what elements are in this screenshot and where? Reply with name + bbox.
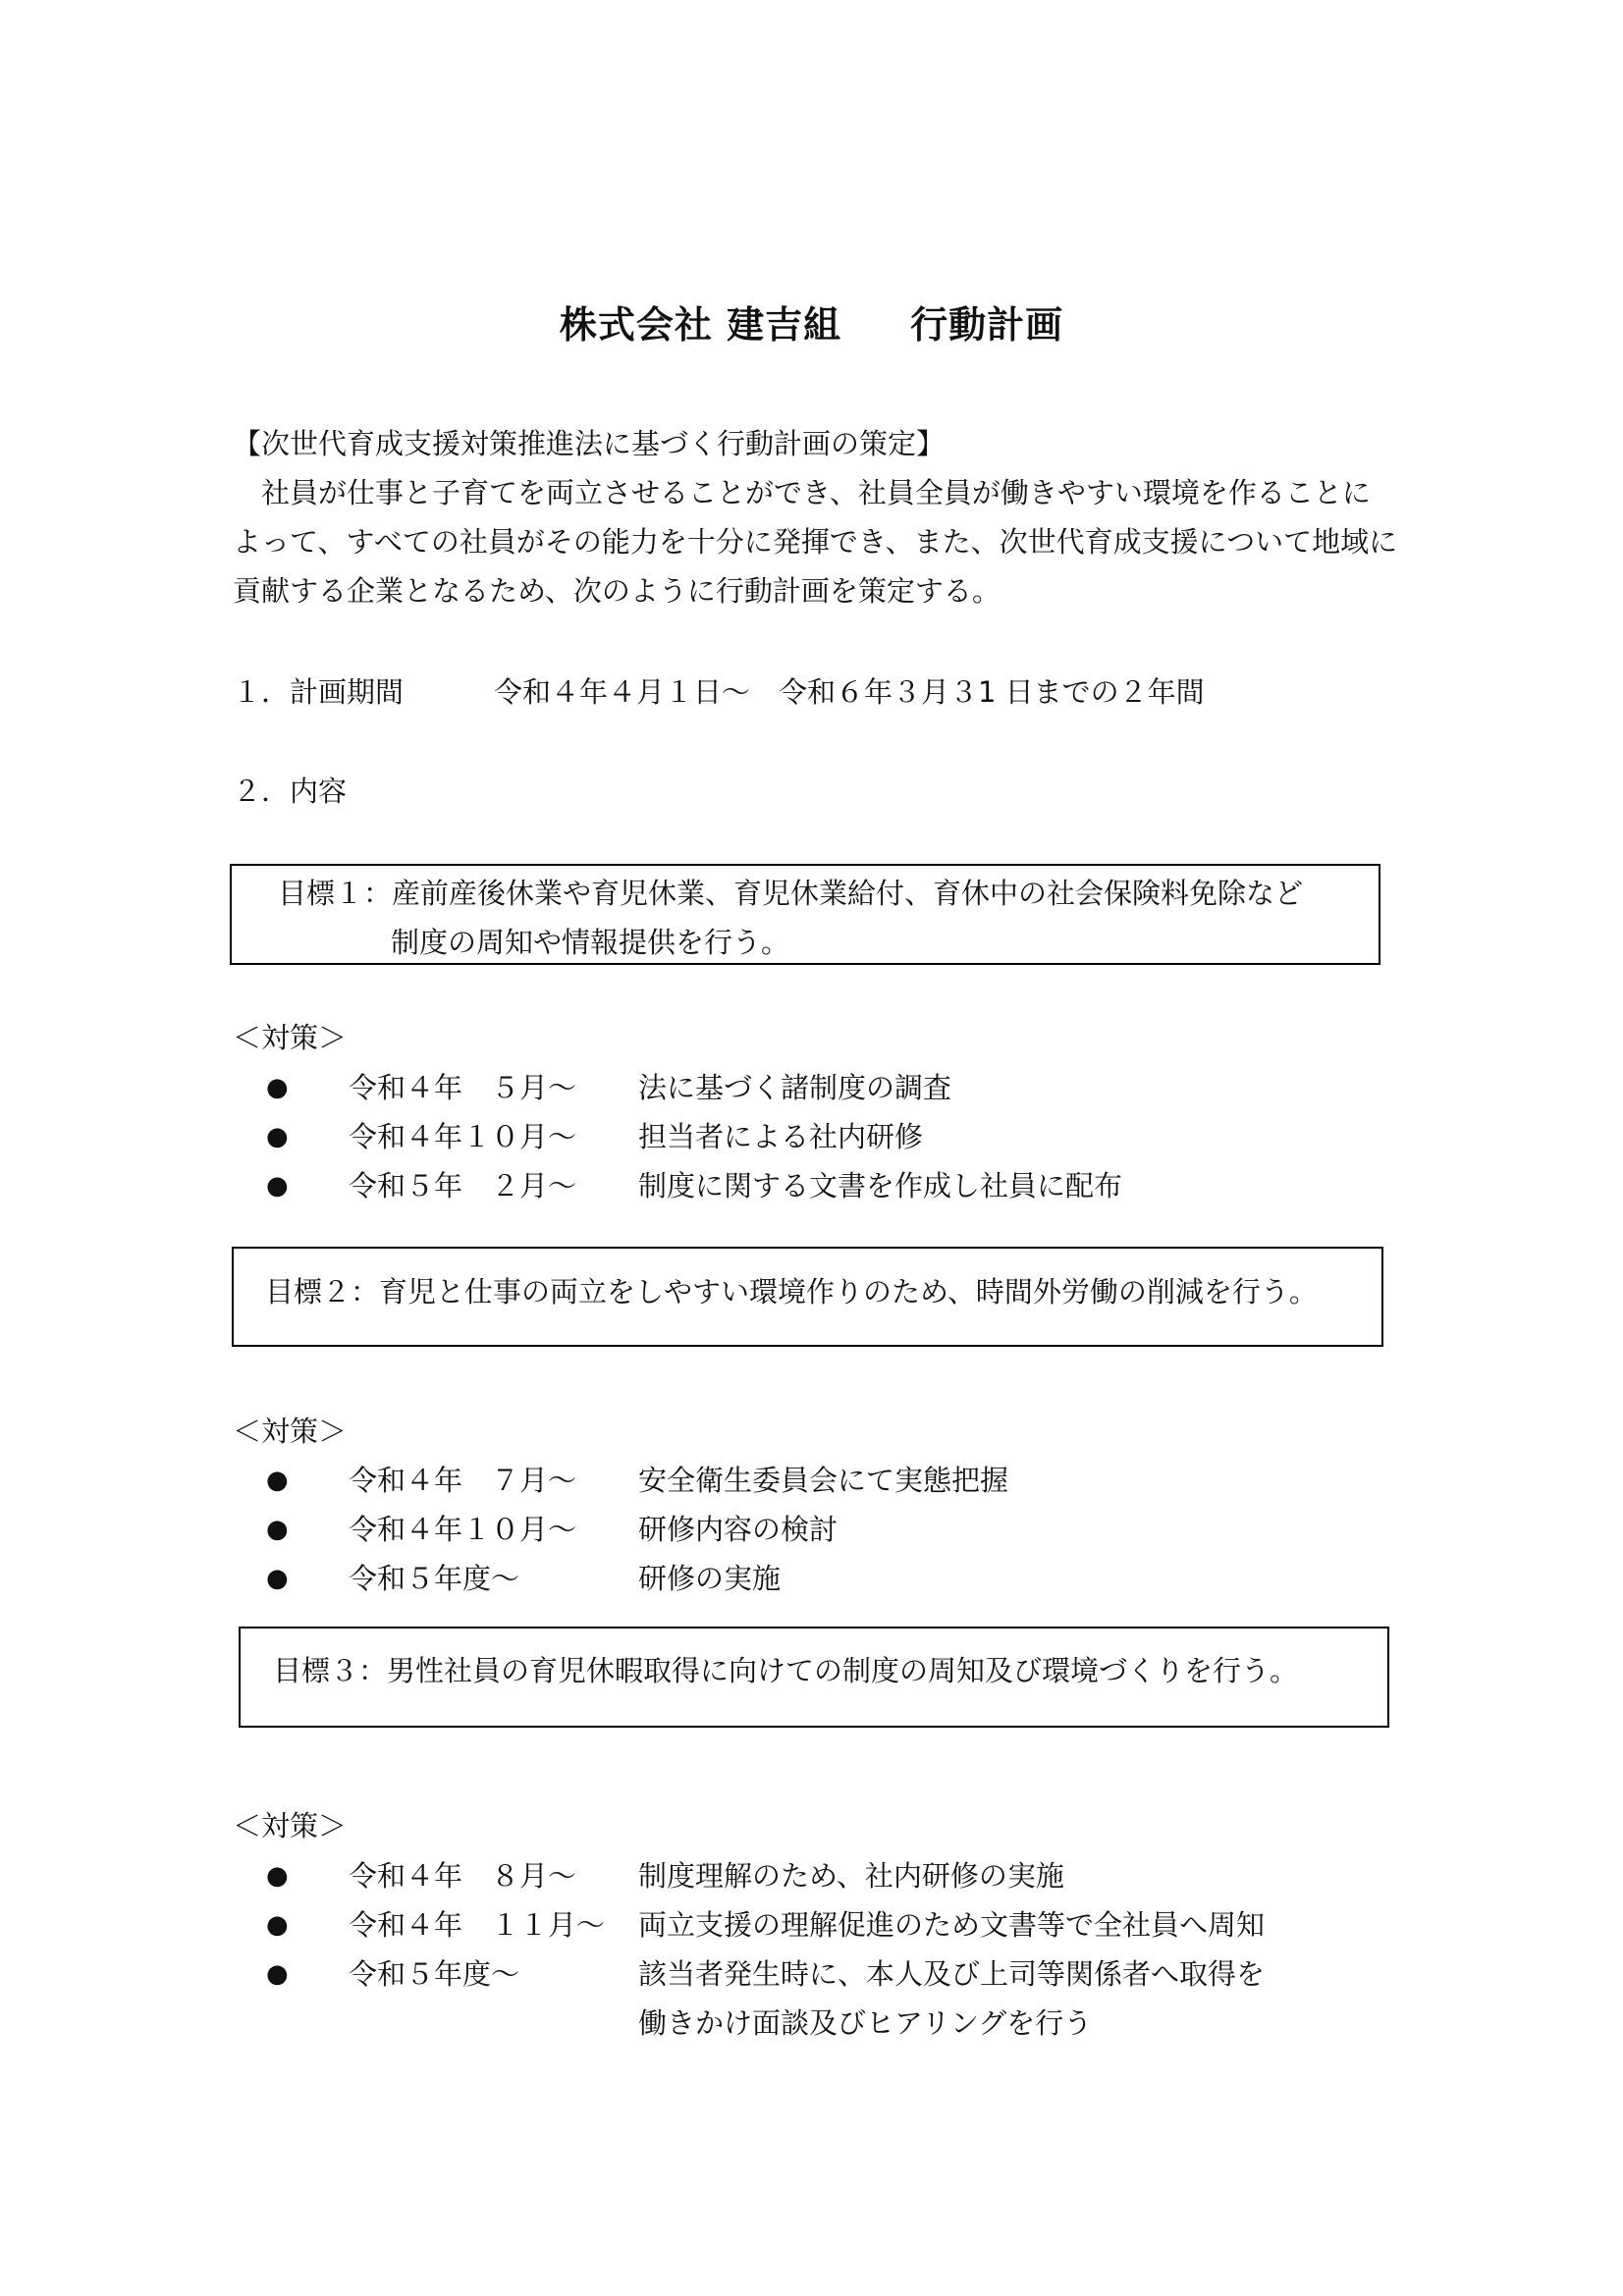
intro-line: 貢献する企業となるため、次のように行動計画を策定する。 — [233, 574, 1001, 608]
bullet-icon: ● — [266, 1122, 289, 1151]
measure-date: 令和４年 １１月～ — [349, 1908, 606, 1942]
bullet-icon: ● — [266, 1466, 289, 1495]
measure-action: 研修の実施 — [638, 1562, 782, 1595]
measure-action: 該当者発生時に、本人及び上司等関係者へ取得を — [638, 1957, 1266, 1991]
measure-date: 令和４年 ７月～ — [349, 1464, 577, 1497]
measure-date: 令和５年度～ — [349, 1562, 520, 1595]
measure-date: 令和５年度～ — [349, 1957, 520, 1991]
bullet-icon: ● — [266, 1959, 289, 1989]
period-label: １．計画期間 — [233, 675, 405, 709]
measures-label: ＜対策＞ — [233, 1415, 348, 1448]
period-value: 令和４年４月１日～ 令和６年３月３1 日までの２年間 — [494, 675, 1205, 709]
measure-date: 令和４年１０月～ — [349, 1120, 577, 1153]
measure-action-continued: 働きかけ面談及びヒアリングを行う — [638, 2006, 1093, 2040]
intro-line: 社員が仕事と子育てを両立させることができ、社員全員が働きやすい環境を作ることに — [233, 476, 1371, 509]
measure-date: 令和４年 ８月～ — [349, 1859, 577, 1893]
content-label: ２．内容 — [233, 774, 348, 808]
bullet-icon: ● — [266, 1073, 289, 1102]
intro-heading: 【次世代育成支援対策推進法に基づく行動計画の策定】 — [233, 427, 946, 460]
measure-action: 制度理解のため、社内研修の実施 — [638, 1859, 1064, 1893]
measure-date: 令和４年１０月～ — [349, 1513, 577, 1546]
measure-date: 令和５年 ２月～ — [349, 1169, 577, 1202]
measure-action: 両立支援の理解促進のため文書等で全社員へ周知 — [638, 1908, 1266, 1942]
bullet-icon: ● — [266, 1564, 289, 1593]
measure-action: 制度に関する文書を作成し社員に配布 — [638, 1169, 1123, 1202]
goal-1-line: 目標１：産前産後休業や育児休業、育児休業給付、育休中の社会保険料免除など — [278, 877, 1304, 910]
measure-date: 令和４年 ５月～ — [349, 1071, 577, 1104]
goal-3-line: 目標３：男性社員の育児休暇取得に向けての制度の周知及び環境づくりを行う。 — [273, 1654, 1299, 1687]
measure-action: 安全衛生委員会にて実態把握 — [638, 1464, 1009, 1497]
bullet-icon: ● — [266, 1171, 289, 1201]
intro-line: よって、すべての社員がその能力を十分に発揮でき、また、次世代育成支援について地域に — [233, 525, 1398, 559]
measure-action: 法に基づく諸制度の調査 — [638, 1071, 952, 1104]
company-name: 株式会社 建吉組 — [559, 303, 842, 347]
measures-label: ＜対策＞ — [233, 1809, 348, 1842]
bullet-icon: ● — [266, 1861, 289, 1891]
goal-1-line: 制度の周知や情報提供を行う。 — [391, 926, 790, 959]
measures-label: ＜対策＞ — [233, 1021, 348, 1054]
goal-2-line: 目標２：育児と仕事の両立をしやすい環境作りのため、時間外労働の削減を行う。 — [265, 1275, 1318, 1308]
measure-action: 担当者による社内研修 — [638, 1120, 924, 1153]
bullet-icon: ● — [266, 1515, 289, 1544]
measure-action: 研修内容の検討 — [638, 1513, 839, 1546]
bullet-icon: ● — [266, 1910, 289, 1940]
document-type: 行動計画 — [910, 303, 1064, 347]
page-title — [0, 294, 1623, 348]
